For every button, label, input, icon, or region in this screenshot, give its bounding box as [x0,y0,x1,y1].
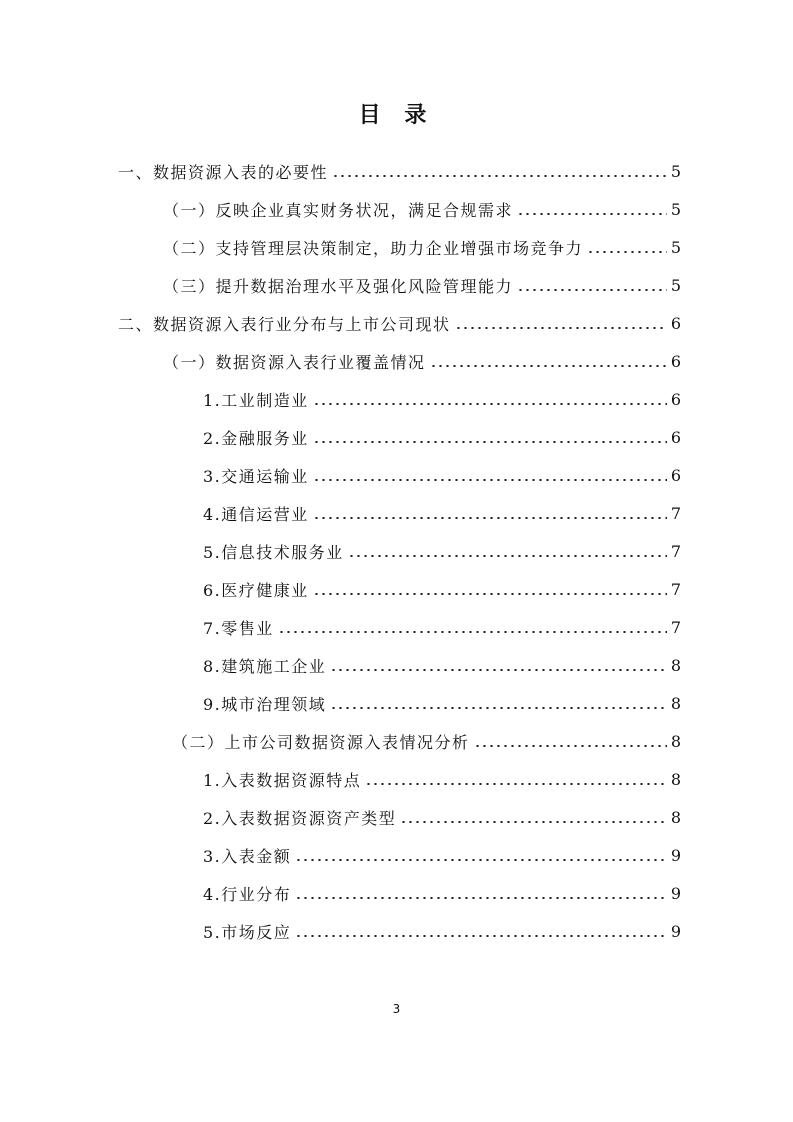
toc-entry[interactable] [203,418,681,456]
toc-entry-page: 5 [670,199,681,219]
toc-entry-page: 7 [670,503,681,523]
toc-entry-title: 8.建筑施工企业 [203,656,327,676]
toc-entry-title: 1.工业制造业 [203,390,309,410]
toc-entry-title: 4.行业分布 [203,884,292,904]
toc-entry-page: 8 [670,655,681,675]
toc-entry-page: 9 [670,883,681,903]
toc-entry[interactable] [163,228,681,266]
dot-leader [313,517,667,519]
dot-leader [332,175,667,177]
toc-entry-page: 9 [670,845,681,865]
toc-entry-title: （二）上市公司数据资源入表情况分析 [172,732,470,752]
toc-entry[interactable] [163,342,681,380]
toc-entry-title: （一）反映企业真实财务状况，满足合规需求 [163,200,514,220]
toc-entry[interactable] [203,798,681,836]
dot-leader [313,403,667,405]
toc-entry-title: 一、数据资源入表的必要性 [118,162,329,182]
toc-entry[interactable] [203,494,681,532]
toc-entry-page: 7 [670,541,681,561]
toc-entry-page: 8 [670,731,681,751]
toc-entry[interactable] [203,608,681,646]
toc-entry-page: 8 [670,807,681,827]
toc-entry-page: 6 [670,389,681,409]
page-title: 目 录 [358,103,435,128]
toc-entry-title: 3.交通运输业 [203,466,309,486]
toc-entry[interactable] [203,646,681,684]
toc-entry[interactable] [203,684,681,722]
toc-entry-title: （三）提升数据治理水平及强化风险管理能力 [163,276,514,296]
dot-leader [330,707,667,709]
dot-leader [455,327,667,329]
toc-entry[interactable] [172,722,681,760]
toc-entry[interactable] [118,304,681,342]
page-number: 3 [392,1002,401,1016]
toc-entry-page: 6 [670,427,681,447]
dot-leader [313,441,667,443]
toc-entry-title: （一）数据资源入表行业覆盖情况 [163,352,426,372]
dot-leader [313,593,667,595]
toc-entry-title: 6.医疗健康业 [203,580,309,600]
dot-leader [400,821,667,823]
toc-entry-page: 6 [670,465,681,485]
toc-entry-page: 6 [670,351,681,371]
toc-entry[interactable] [203,836,681,874]
toc-entry[interactable] [203,760,681,798]
toc-entry-page: 7 [670,617,681,637]
toc-entry-title: 5.信息技术服务业 [203,542,344,562]
dot-leader [517,213,667,215]
toc-entry-title: 二、数据资源入表行业分布与上市公司现状 [118,314,451,334]
dot-leader [430,365,667,367]
toc-entry-page: 6 [670,313,681,333]
toc-entry-page: 5 [670,275,681,295]
toc-entry[interactable] [203,456,681,494]
toc-entry-page: 8 [670,693,681,713]
toc-entry-title: 4.通信运营业 [203,504,309,524]
toc-entry-page: 9 [670,921,681,941]
dot-leader [313,479,667,481]
toc-entry-page: 5 [670,237,681,257]
toc-entry-title: （二）支持管理层决策制定，助力企业增强市场竞争力 [163,238,584,258]
toc-entry[interactable] [203,570,681,608]
dot-leader [295,859,667,861]
toc-entry-title: 2.入表数据资源资产类型 [203,808,397,828]
toc-entry-title: 9.城市治理领域 [203,694,327,714]
dot-leader [330,669,667,671]
dot-leader [474,745,667,747]
dot-leader [587,251,667,253]
toc-entry-title: 1.入表数据资源特点 [203,770,362,790]
toc-entry-page: 7 [670,579,681,599]
toc-entry-title: 3.入表金额 [203,846,292,866]
toc-entry[interactable] [203,380,681,418]
dot-leader [365,783,667,785]
toc-entry[interactable] [203,532,681,570]
dot-leader [295,935,667,937]
dot-leader [517,289,667,291]
toc-entry[interactable] [203,912,681,950]
toc-entry[interactable] [203,874,681,912]
toc-entry[interactable] [163,190,681,228]
toc-entry-title: 2.金融服务业 [203,428,309,448]
toc-entry-title: 7.零售业 [203,618,274,638]
toc-entry[interactable] [118,152,681,190]
dot-leader [348,555,667,557]
toc-entry[interactable] [163,266,681,304]
toc-entry-page: 8 [670,769,681,789]
dot-leader [295,897,667,899]
dot-leader [278,631,667,633]
toc-entry-title: 5.市场反应 [203,922,292,942]
toc-entry-page: 5 [670,161,681,181]
